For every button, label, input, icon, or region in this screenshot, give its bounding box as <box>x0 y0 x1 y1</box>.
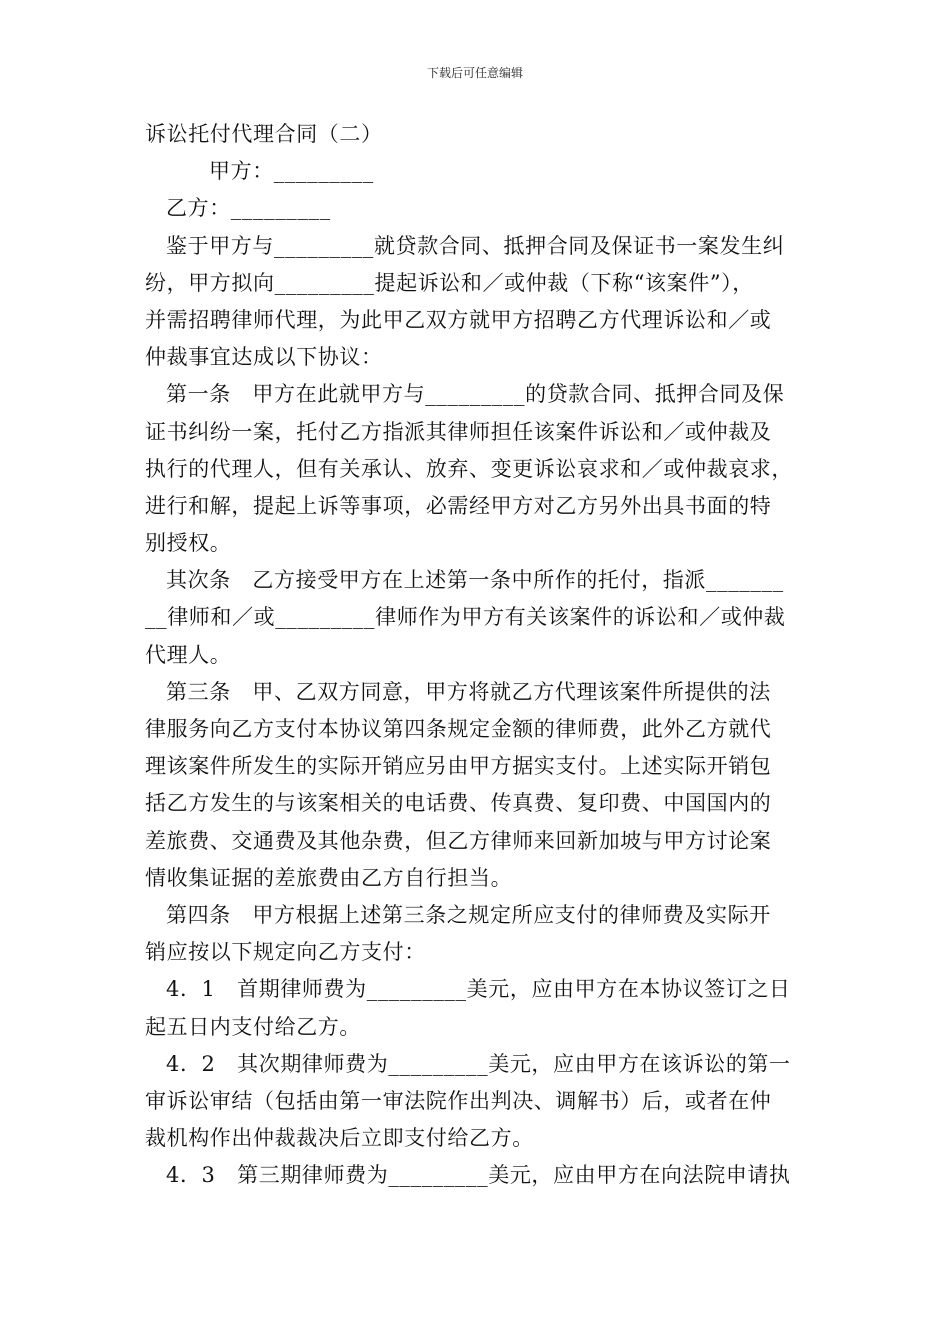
article-3-line: 情收集证据的差旅费由乙方自行担当。 <box>145 865 513 890</box>
contract-body <box>145 116 809 1194</box>
article-1-line: 第一条 甲方在此就甲方与_________的贷款合同、抵押合同及保 <box>166 382 785 407</box>
clause-4-2-line: 审诉讼审结（包括由第一审法院作出判决、调解书）后，或者在仲 <box>145 1088 772 1113</box>
article-3-line: 差旅费、交通费及其他杂费，但乙方律师来回新加坡与甲方讨论案 <box>145 828 772 853</box>
preamble-line: 仲裁事宜达成以下协议： <box>145 345 383 370</box>
clause-4-2-line: 裁机构作出仲裁裁决后立即支付给乙方。 <box>145 1126 534 1151</box>
article-3-line: 括乙方发生的与该案相关的电话费、传真费、复印费、中国国内的 <box>145 791 772 816</box>
preamble-line: 纷，甲方拟向_________提起诉讼和／或仲裁（下称“该案件”）， <box>145 270 754 295</box>
article-4-line: 第四条 甲方根据上述第三条之规定所应支付的律师费及实际开 <box>166 902 771 927</box>
article-4-line: 销应按以下规定向乙方支付： <box>145 940 426 965</box>
article-3-line: 理该案件所发生的实际开销应另由甲方据实支付。上述实际开销包 <box>145 754 772 779</box>
page-header-note: 下载后可任意编辑 <box>426 66 523 80</box>
clause-4-3-line: 4．3 第三期律师费为_________美元，应由甲方在向法院申请执 <box>166 1163 791 1188</box>
clause-4-2-line: 4．2 其次期律师费为_________美元，应由甲方在该诉讼的第一 <box>166 1051 791 1076</box>
article-1-line: 执行的代理人，但有关承认、放弃、变更诉讼哀求和／或仲裁哀求， <box>145 456 793 481</box>
party-b-line: 乙方：_________ <box>166 196 331 221</box>
article-3-line: 第三条 甲、乙双方同意，甲方将就乙方代理该案件所提供的法 <box>166 679 771 704</box>
article-3-line: 律服务向乙方支付本协议第四条规定金额的律师费，此外乙方就代 <box>145 717 772 741</box>
preamble-line: 鉴于甲方与_________就贷款合同、抵押合同及保证书一案发生纠 <box>166 233 785 258</box>
party-a-line: 甲方：_________ <box>209 159 374 184</box>
clause-4-1-line: 4．1 首期律师费为_________美元，应由甲方在本协议签订之日 <box>166 977 791 1002</box>
contract-title: 诉讼托付代理合同（二） <box>145 122 383 146</box>
article-1-line: 进行和解，提起上诉等事项，必需经甲方对乙方另外出具书面的特 <box>145 493 772 518</box>
article-1-line: 证书纠纷一案，托付乙方指派其律师担任该案件诉讼和／或仲裁及 <box>145 419 772 444</box>
article-2-line: 其次条 乙方接受甲方在上述第一条中所作的托付，指派_______ <box>166 568 784 593</box>
article-2-line: __律师和／或_________律师作为甲方有关该案件的诉讼和／或仲裁 <box>145 605 786 630</box>
article-1-line: 别授权。 <box>145 531 232 556</box>
clause-4-1-line: 起五日内支付给乙方。 <box>145 1014 361 1039</box>
article-2-line: 代理人。 <box>145 642 232 667</box>
preamble-line: 并需招聘律师代理，为此甲乙双方就甲方招聘乙方代理诉讼和／或 <box>145 307 772 332</box>
